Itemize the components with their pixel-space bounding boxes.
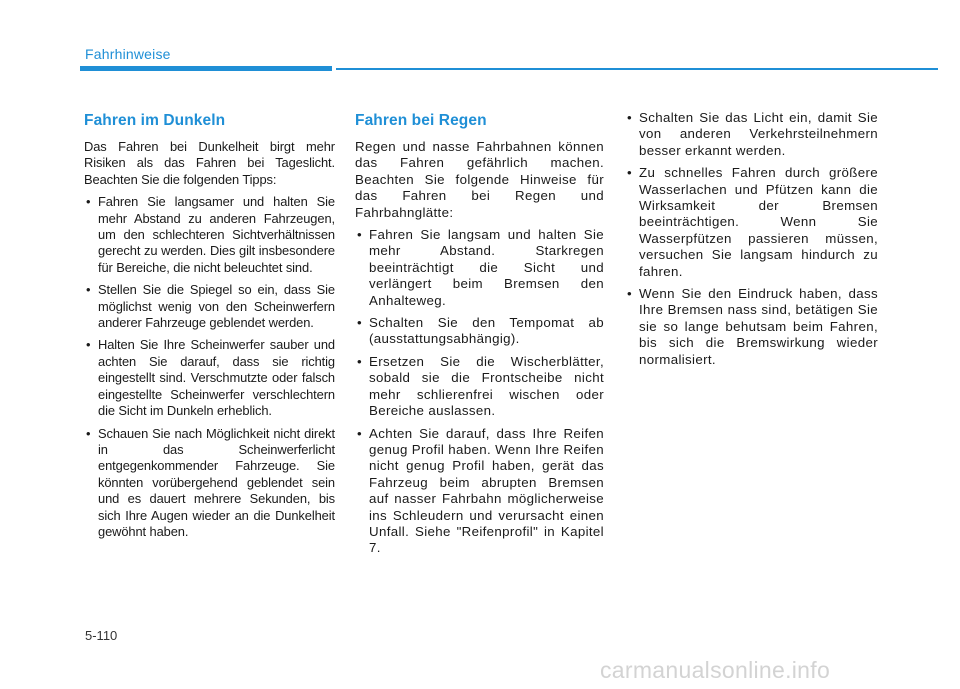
list-item: • Schalten Sie das Licht ein, damit Sie von anderen Verkehrsteilnehmern besser erkannt werden.: [625, 110, 878, 159]
list-item: • Wenn Sie den Eindruck haben, dass Ihre Bremsen nass sind, betätigen Sie sie so lange behutsam beim Fahren, bis sich die Bremswirkung wieder normalisiert.: [625, 286, 878, 368]
list-item: • Halten Sie Ihre Scheinwerfer sauber und achten Sie darauf, dass sie richtig eingestellt sind. Verschmutzte oder falsch eingestellte Scheinwerfer verschlechtern die Sicht im Dunkeln erheblich.: [84, 337, 335, 419]
section-title: Fahrhinweise: [85, 46, 171, 62]
list-rain-driving: [355, 227, 604, 557]
column-rain-driving: [355, 112, 604, 563]
list-item: • Achten Sie darauf, dass Ihre Reifen genug Profil haben. Wenn Ihre Reifen nicht genug Profil haben, gerät das Fahrzeug beim abrupten Bremsen auf nasser Fahrbahn möglicherweise ins Schleudern und verursacht einen Unfall. Siehe "Reifenprofil" in Kapitel 7.: [355, 426, 604, 557]
page-number: 5-110: [85, 628, 118, 643]
list-item: • Schalten Sie den Tempomat ab (ausstattungsabhängig).: [355, 315, 604, 348]
heading-night-driving: Fahren im Dunkeln: [84, 112, 226, 129]
list-item: • Zu schnelles Fahren durch größere Wasserlachen und Pfützen kann die Wirksamkeit der Bremsen beeinträchtigen. Wenn Sie Wasserpfützen passieren müssen, versuchen Sie langsam hindurch zu fahren.: [625, 165, 878, 280]
list-item: • Schauen Sie nach Möglichkeit nicht direkt in das Scheinwerferlicht entgegenkommender Fahrzeuge. Sie könnten vorübergehend geblendet sein und es dauert mehrere Sekunden, bis sich Ihre Augen wieder an die Dunkelheit gewöhnt haben.: [84, 426, 335, 541]
column-night-driving: [84, 112, 335, 546]
list-item: • Fahren Sie langsamer und halten Sie mehr Abstand zu anderen Fahrzeugen, um den schlechteren Sichtverhältnissen gerecht zu werden. Dies gilt insbesondere für Bereiche, die nicht beleuchtet sind.: [84, 194, 335, 276]
list-rain-driving-continued: [625, 110, 878, 368]
list-night-driving: [84, 194, 335, 540]
header-rule-thin: [336, 68, 938, 70]
list-item: • Fahren Sie langsam und halten Sie mehr Abstand. Starkregen beeinträchtigt die Sicht und verlängert beim Bremsen den Anhalteweg.: [355, 227, 604, 309]
intro-night-driving: Das Fahren bei Dunkelheit birgt mehr Risiken als das Fahren bei Tageslicht. Beachten Sie die folgenden Tipps:: [84, 139, 335, 187]
list-item: • Ersetzen Sie die Wischerblätter, sobald sie die Frontscheibe nicht mehr schlierenfrei wischen oder Bereiche auslassen.: [355, 354, 604, 420]
header-rule-thick: [80, 66, 332, 71]
list-item: • Stellen Sie die Spiegel so ein, dass Sie möglichst wenig von den Scheinwerfern anderer Fahrzeuge geblendet werden.: [84, 282, 335, 331]
watermark: carmanualsonline.info: [600, 657, 831, 683]
column-rain-driving-continued: [625, 110, 878, 374]
heading-rain-driving: Fahren bei Regen: [355, 112, 487, 129]
intro-rain-driving: Regen und nasse Fahrbahnen können das Fahren gefährlich machen. Beachten Sie folgende Hinweise für das Fahren bei Regen und Fahrbahnglätte:: [355, 139, 604, 220]
